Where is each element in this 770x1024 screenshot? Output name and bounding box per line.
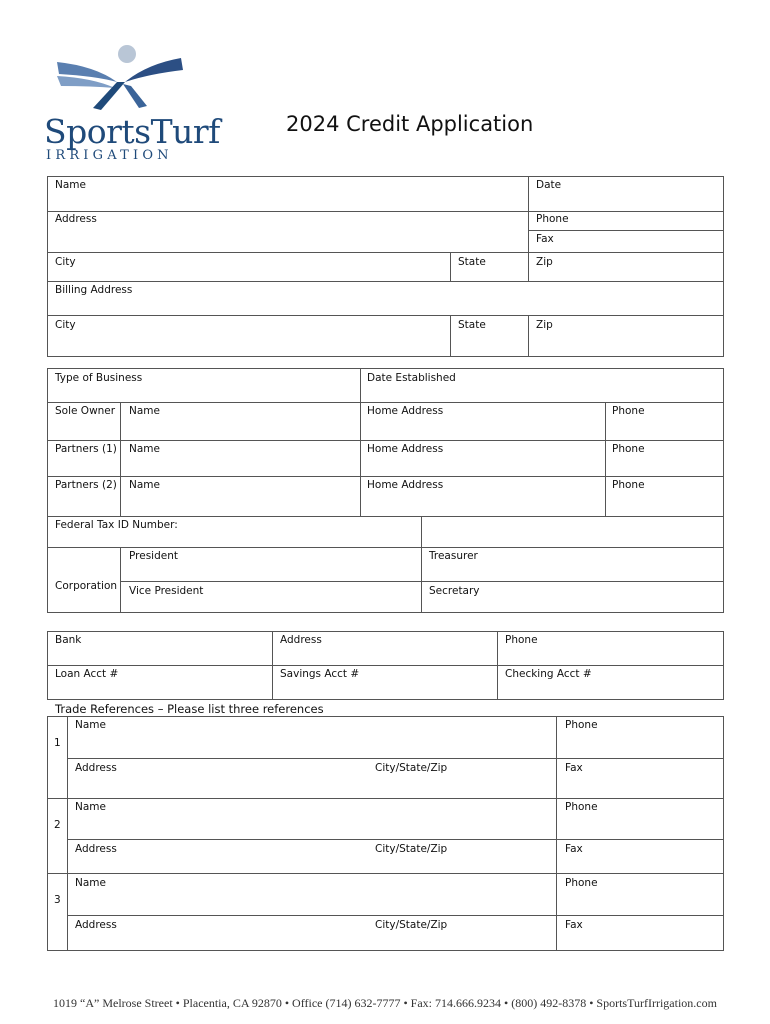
logo-subtitle: IRRIGATION [46,148,173,163]
partner2-phone-field[interactable]: Phone [612,479,645,491]
sole-owner-home-field[interactable]: Home Address [367,405,444,417]
divider [47,252,724,253]
fax-field[interactable]: Fax [536,233,554,245]
divider [67,915,724,916]
president-field[interactable]: President [129,550,178,562]
ref1-name-field[interactable]: Name [75,719,106,731]
address-field[interactable]: Address [55,213,97,225]
zip-field[interactable]: Zip [536,256,553,268]
logo-figure-icon [55,42,185,114]
date-established-field[interactable]: Date Established [367,372,456,384]
ref3-address-field[interactable]: Address [75,919,117,931]
ref2-city-state-zip-field[interactable]: City/State/Zip [375,843,448,855]
divider [47,476,724,477]
ref2-address-field[interactable]: Address [75,843,117,855]
ref2-fax-field[interactable]: Fax [565,843,583,855]
divider [360,368,361,516]
divider [497,631,498,700]
bank-phone-field[interactable]: Phone [505,634,538,646]
divider [47,402,724,403]
tax-id-field[interactable]: Federal Tax ID Number: [55,519,178,531]
divider [120,402,121,516]
loan-acct-field[interactable]: Loan Acct # [55,668,119,680]
billing-city-field[interactable]: City [55,319,76,331]
divider [47,315,724,316]
ref1-number: 1 [54,737,61,749]
partner1-phone-field[interactable]: Phone [612,443,645,455]
checking-acct-field[interactable]: Checking Acct # [505,668,592,680]
ref3-phone-field[interactable]: Phone [565,877,598,889]
divider [528,230,724,231]
partner1-name-field[interactable]: Name [129,443,160,455]
bank-field[interactable]: Bank [55,634,82,646]
sole-owner-label: Sole Owner [55,405,116,417]
partner1-label: Partners (1) [55,443,117,455]
divider [120,547,121,613]
savings-acct-field[interactable]: Savings Acct # [280,668,360,680]
divider [605,402,606,516]
page-title: 2024 Credit Application [286,112,534,136]
sole-owner-phone-field[interactable]: Phone [612,405,645,417]
business-type-field[interactable]: Type of Business [55,372,143,384]
ref1-city-state-zip-field[interactable]: City/State/Zip [375,762,448,774]
partner2-name-field[interactable]: Name [129,479,160,491]
partner2-label: Partners (2) [55,479,117,491]
ref3-number: 3 [54,894,61,906]
bank-address-field[interactable]: Address [280,634,322,646]
ref1-address-field[interactable]: Address [75,762,117,774]
divider [67,758,724,759]
ref2-name-field[interactable]: Name [75,801,106,813]
billing-state-field[interactable]: State [458,319,486,331]
secretary-field[interactable]: Secretary [429,585,480,597]
state-field[interactable]: State [458,256,486,268]
divider [421,516,422,613]
divider [528,315,529,357]
ref2-phone-field[interactable]: Phone [565,801,598,813]
divider [47,873,724,874]
ref3-name-field[interactable]: Name [75,877,106,889]
divider [47,211,724,212]
partner2-home-field[interactable]: Home Address [367,479,444,491]
footer-contact: 1019 “A” Melrose Street • Placentia, CA 92870 • Office (714) 632-7777 • Fax: 714.666.9234 • (800) 492-8378 • SportsTurfIrrigation.com [53,996,717,1010]
divider [528,176,529,281]
partner1-home-field[interactable]: Home Address [367,443,444,455]
billing-zip-field[interactable]: Zip [536,319,553,331]
ref1-phone-field[interactable]: Phone [565,719,598,731]
ref3-fax-field[interactable]: Fax [565,919,583,931]
trade-references-title: Trade References – Please list three references [55,702,324,716]
date-field[interactable]: Date [536,179,562,191]
phone-field[interactable]: Phone [536,213,569,225]
divider [450,252,451,281]
divider [272,631,273,700]
name-field[interactable]: Name [55,179,86,191]
divider [47,547,724,548]
billing-address-field[interactable]: Billing Address [55,284,133,296]
divider [450,315,451,357]
divider [556,716,557,951]
city-field[interactable]: City [55,256,76,268]
divider [47,440,724,441]
divider [47,798,724,799]
corporation-label: Corporation [55,580,118,592]
vice-president-field[interactable]: Vice President [129,585,204,597]
divider [120,581,724,582]
ref2-number: 2 [54,819,61,831]
divider [47,281,724,282]
divider [67,839,724,840]
treasurer-field[interactable]: Treasurer [429,550,478,562]
sole-owner-name-field[interactable]: Name [129,405,160,417]
divider [47,665,724,666]
ref1-fax-field[interactable]: Fax [565,762,583,774]
logo-wordmark: SportsTurf [44,112,220,151]
applicant-box [47,176,724,357]
ref3-city-state-zip-field[interactable]: City/State/Zip [375,919,448,931]
divider [47,516,724,517]
